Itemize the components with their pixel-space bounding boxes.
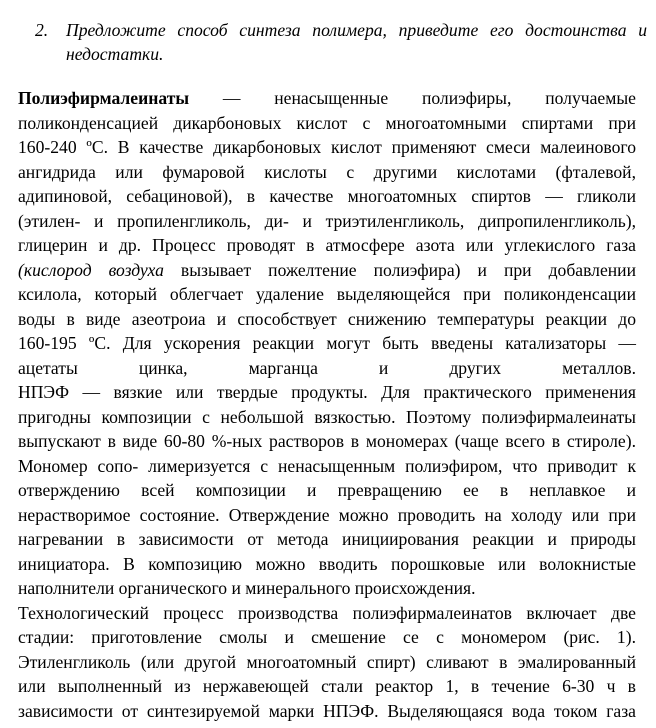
question-number: 2. (35, 20, 49, 40)
paragraph-line: зависимости от синтезируемой марки НПЭФ. Выделяющаяся вода током газа (18, 700, 636, 721)
line-text: вызывает пожелтение полиэфира) и при добавлении (180, 259, 636, 280)
paragraph-line: глицерин и др. Процесс проводят в атмосфере азота или углекислого газа (18, 235, 636, 255)
paragraph-line: ацетаты цинка, марганца и других металлов. (18, 357, 636, 378)
paragraph-line: наполнители органического и минерального происхождения. (18, 578, 476, 598)
paragraph-line: Мономер сопо- лимеризуется с ненасыщенным полиэфиром, что приводит к (18, 455, 636, 476)
question-text: Предложите способ синтеза полимера, приведите его достоинства и недостатки. (66, 20, 647, 64)
paragraph-line (18, 86, 636, 111)
paragraph-line: или выполненный из нержавеющей стали реактор 1, в течение 6-30 ч в (18, 676, 636, 696)
paragraph-line: выпускают в виде 60-80 %-ных растворов в мономерах (чаще всего в стироле). (18, 431, 636, 451)
paragraph-line: нагревании в зависимости от метода инициирования реакции и природы (18, 529, 636, 549)
paragraph-line: 160-240 ºС. В качестве дикарбоновых кислот применяют смеси малеинового (18, 137, 636, 157)
question-item (35, 18, 647, 66)
paragraph-line: ксилола, который облегчает удаление выделяющейся при поликонденсации (18, 284, 636, 304)
paragraph-line: Технологический процесс производства полиэфирмалеинатов включает две (18, 602, 636, 623)
paragraph-line: инициатора. В композицию можно вводить порошковые или волокнистые (18, 553, 636, 574)
paragraph-line: (этилен- и пропиленгликоль, ди- и триэтиленгликоль, дипропиленгликоль), (18, 210, 636, 231)
paragraph-line: поликонденсацией дикарбоновых кислот с многоатомными спиртами при (18, 112, 636, 133)
paragraph-line: отверждению всей композиции и превращению ее в неплавкое и (18, 480, 636, 500)
paragraph-line: воды в виде азеотроиа и способствует снижению температуры реакции до (18, 308, 636, 329)
paragraph-line: стадии: приготовление смолы и смешение се с мономером (рис. 1). (18, 627, 636, 647)
paragraph-line: НПЭФ — вязкие или твердые продукты. Для практического применения (18, 382, 636, 402)
paragraph-line: адипиновой, себациновой), в качестве многоатомных спиртов — гликоли (18, 186, 636, 206)
paragraph-line: Этиленгликоль (или другой многоатомный спирт) сливают в эмалированный (18, 651, 636, 672)
line-text: — ненасыщенные полиэфиры, получаемые (222, 88, 636, 108)
italic-phrase: (кислород воздуха (18, 259, 164, 280)
paragraph-line: ангидрида или фумаровой кислоты с другими кислотами (фталевой, (18, 161, 636, 182)
paragraph-line (18, 258, 636, 283)
paragraph-line: пригодны композиции с небольшой вязкостью. Поэтому полиэфирмалеинаты (18, 406, 636, 427)
paragraph-line: нерастворимое состояние. Отверждение можно проводить на холоду или при (18, 504, 636, 525)
paragraph-line: 160-195 ºС. Для ускорения реакции могут быть введены катализаторы — (18, 333, 636, 353)
term-bold: Полиэфирмалеинаты (18, 88, 190, 108)
